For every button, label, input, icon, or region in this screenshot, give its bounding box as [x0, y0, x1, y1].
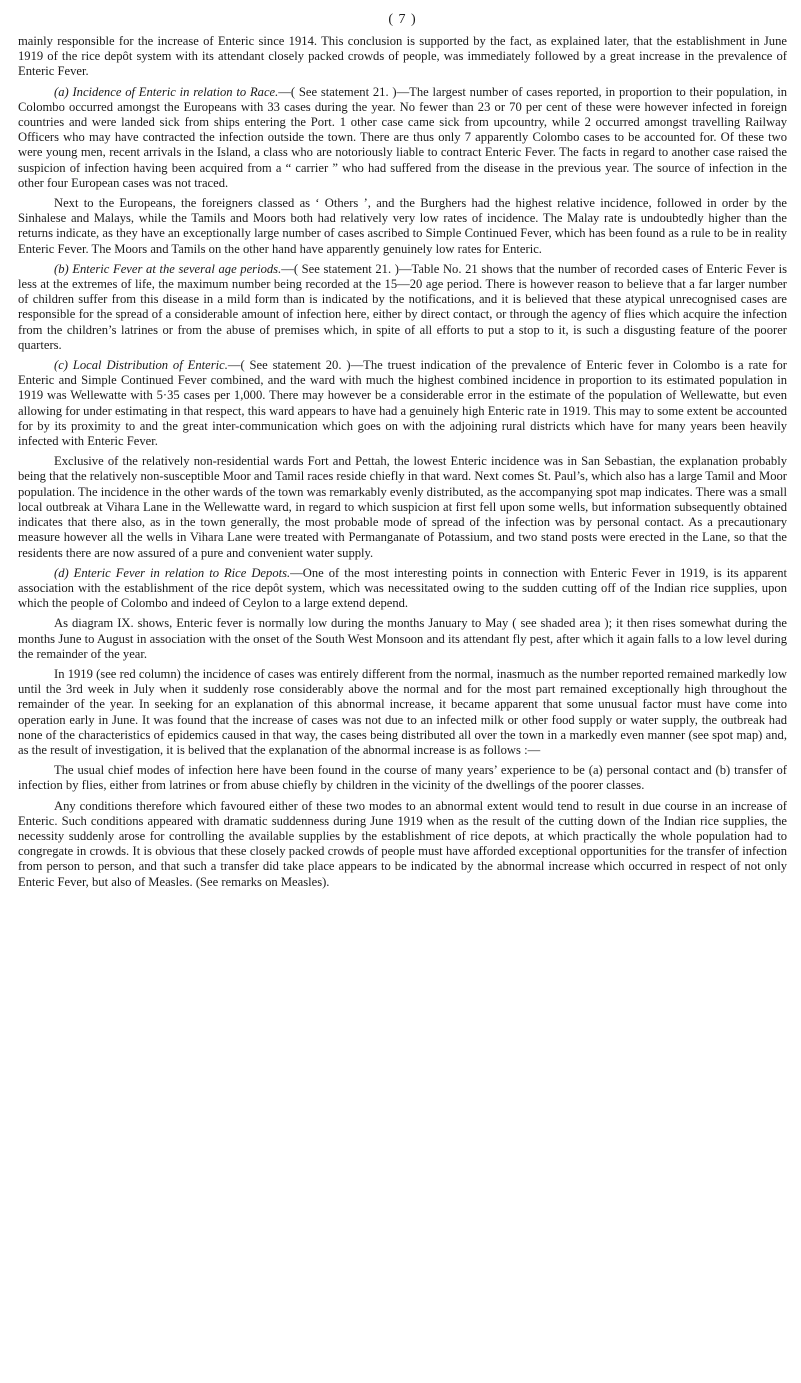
paragraph-text: —( See statement 20. )—The truest indication of the prevalence of Enteric fever in Colombo is a rate for Enteric and Simple Continued Fever combined, and the ward with much the highest combined incidence in proportion to its estimated population in 1919 was Wellewatte with 5·35 cases per 1,000. There may however be a considerable error in the estimate of the population of Wellewatte, but even allowing for under estimating in that respect, this ward appears to have had a genuinely high Enteric rate in 1919. This may to some extent be accounted for by its proximity to and the great inter-communication which goes on with the adjoining rural districts which have for many years been heavily infected with Enteric Fever. — [18, 358, 787, 449]
paragraph-diagram — [18, 616, 787, 662]
paragraph-text: Any conditions therefore which favoured either of these two modes to an abnormal extent would tend to result in due course in an increase of Enteric. Such conditions appeared with dramatic suddenness during June 1919 when as the result of the cutting down of the Indian rice supplies, the necessity suddenly arose for controlling the available supplies by the establishment of rice depots, at which practically the whole population had to congregate in crowds. It is obvious that these closely packed crowds of people must have afforded exceptional opportunities for the transfer of infection from person to person, and that such a transfer did take place appears to be indicated by the abnormal increase which occurred in respect of not only Enteric Fever, but also of Measles. (See remarks on Measles). — [18, 798, 787, 889]
paragraph-modes — [18, 763, 787, 793]
paragraph-text: In 1919 (see red column) the incidence of cases was entirely different from the normal, inasmuch as the number reported remained markedly low until the 3rd week in July when it suddenly rose considerably above the normal and for the most part remained exceptionally high throughout the remainder of the year. In seeking for an explanation of this abnormal increase, it became apparent that some unusual factor must have come into operation early in June. It was found that the increase of cases was not due to an infected milk or other food supply or water supply, the outbreak had none of the characteristics of epidemics caused in that way, the cases being distributed all over the town in a markedly even manner (see spot map) and, as the result of investigation, it is belived that the explanation of the abnormal increase is as follows :— — [18, 666, 787, 757]
paragraph-conditions — [18, 799, 787, 890]
paragraph-text: Next to the Europeans, the foreigners classed as ‘ Others ’, and the Burghers had the highest relative incidence, followed in order by the Sinhalese and Malays, while the Tamils and Moors both had relatively very low rates of incidence. The Malay rate is undoubtedly higher than the returns indicate, as they have an exceptionally large number of cases ascribed to Simple Continued Fever, which has been found as a rule to be in reality Enteric Fever. The Moors and Tamils on the other hand have apparently genuinely low rates for Enteric. — [18, 196, 787, 256]
section-heading-age: (b) Enteric Fever at the several age periods. — [54, 261, 282, 276]
section-heading-race: (a) Incidence of Enteric in relation to Race. — [54, 84, 279, 99]
paragraph-text: Exclusive of the relatively non-residential wards Fort and Pettah, the lowest Enteric incidence was in San Sebastian, the explanation probably being that the relatively non-susceptible Moor and Tamil races reside chiefly in that ward. Next comes St. Paul’s, which also has a large Tamil and Moor population. The incidence in the other wards of the town was remarkably evenly distributed, as the accompanying spot map indicates. There was a small local outbreak at Vihara Lane in the Wellewatte ward, in regard to which suspicion at first fell upon some wells, but information subsequently obtained indicates that there also, as in the town generally, the most probable mode of spread of the infection was by personal contact. As a precautionary measure however all the wells in Vihara Lane were treated with Permanganate of Potassium, and two stand posts were erected in the Lane, so that the residents there are now assured of a pure and convenient water supply. — [18, 454, 787, 560]
page-number: ( 7 ) — [388, 12, 417, 27]
paragraph-text: —One of the most interesting points in connection with Enteric Fever in 1919, is its apparent association with the establishment of the rice depôt system, which was necessitated owing to the sudden cutting off of the Indian rice supplies, upon which the people of Colombo and indeed of Ceylon to a large extend depend. — [18, 565, 787, 611]
paragraph-wards — [18, 454, 787, 560]
paragraph-text: The usual chief modes of infection here have been found in the course of many years’ experience to be (a) personal contact and (b) transfer of infection by flies, either from latrines or from abuse chiefly by children in the vicinity of the dwellings of the poorer classes. — [18, 763, 787, 793]
paragraph-text: mainly responsible for the increase of Enteric since 1914. This conclusion is supported by the fact, as explained later, that the establishment in June 1919 of the rice depôt system with its attendant closely packed crowds of people, was immediately followed by a great increase in the prevalence of Enteric Fever. — [18, 34, 787, 79]
paragraph-continuation — [18, 34, 787, 80]
paragraph-local-distribution — [18, 358, 787, 449]
paragraph-text: As diagram IX. shows, Enteric fever is normally low during the months January to May ( see shaded area ); it then rises somewhat during the months June to August in association with the onset of the South West Monsoon and its attendant fly pest, after which it again falls to a low level during the remainder of the year. — [18, 616, 787, 661]
paragraph-rice-depots — [18, 566, 787, 612]
section-heading-local-distribution: (c) Local Distribution of Enteric. — [54, 358, 228, 373]
section-heading-rice-depots: (d) Enteric Fever in relation to Rice Depots. — [54, 565, 291, 580]
paragraph-race — [18, 85, 787, 191]
paragraph-text: —( See statement 21. )—The largest number of cases reported, in proportion to their population, in Colombo occurred amongst the Europeans with 33 cases during the year. No fewer than 23 or 70 per cent of these were however infected in foreign countries and were landed sick from ships entering the Port. 1 other case came sick from upcountry, while 2 occurred amongst travelling Railway Officers who may have contracted the infection outside the town. There are thus only 7 apparently Colombo cases to be accounted for. Of these two were young men, recent arrivals in the Island, a class who are notoriously liable to contract Enteric Fever. The facts in regard to another case raised the suspicion of infection having been acquired from a “ carrier ” who had suffered from the disease in the previous year. The source of infection in the other four European cases was not traced. — [18, 84, 787, 190]
paragraph-race-others — [18, 196, 787, 257]
paragraph-age — [18, 262, 787, 353]
paragraph-1919 — [18, 667, 787, 758]
paragraph-text: —( See statement 21. )—Table No. 21 shows that the number of recorded cases of Enteric Fever is less at the extremes of life, the maximum number being recorded at the 15—20 age period. There is however reason to believe that a far larger number of children suffer from this disease in a mild form than is indicated by the notifications, and it is believed that these atypical unrecognised cases are responsible for the spread of a considerable amount of infection here, either by direct contact, or through the agency of flies which acquire the infection from the children’s latrines or from the abuse of premises which, in spite of all efforts to put a stop to it, is such a disgusting feature of the poorer quarters. — [18, 261, 787, 352]
